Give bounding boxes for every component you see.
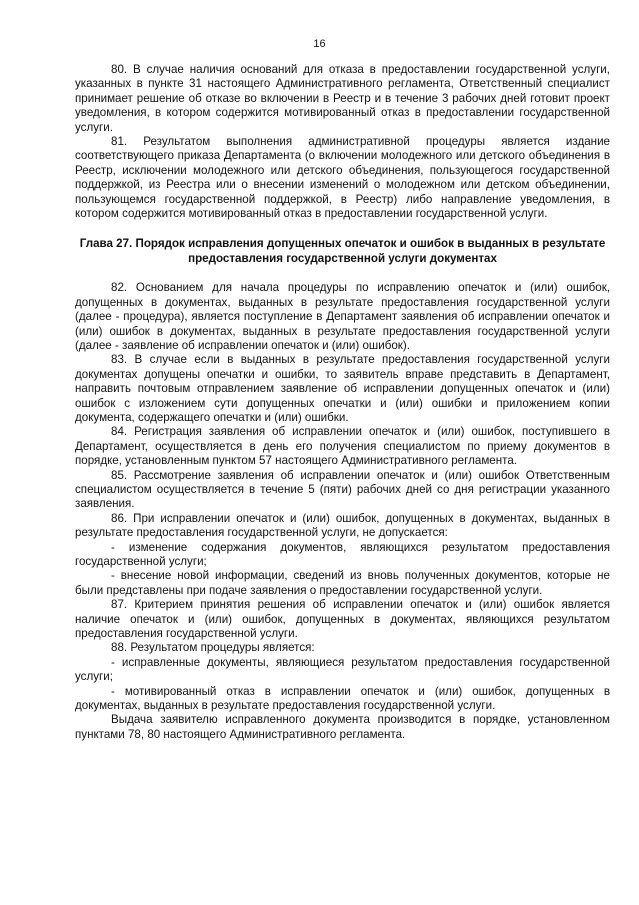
paragraph-84: 84. Регистрация заявления об исправлении опечаток и (или) ошибок, поступившего в Департамент, осуществляется в день его получения специалистом по приему документов в порядке, установленным пунктом 57 настоящего Административного регламента. (75, 425, 610, 468)
document-body (75, 63, 610, 742)
paragraph-83: 83. В случае если в выданных в результате предоставления государственной услуги документах допущены опечатки и ошибки, то заявитель вправе представить в Департамент, направить почтовым отправлением заявление об исправлении допущенных опечаток и (или) ошибок с изложением сути допущенных опечатки и (или) ошибки и приложением копии документа, содержащего опечатки и (или) ошибки. (75, 353, 610, 424)
list-item-86-1: - изменение содержания документов, являющихся результатом предоставления государственной услуги; (75, 540, 610, 568)
paragraph-85: 85. Рассмотрение заявления об исправлении опечаток и (или) ошибок Ответственным специалистом осуществляется в течение 5 (пяти) рабочих дней со дня регистрации указанного заявления. (75, 468, 610, 511)
paragraph-86: 86. При исправлении опечаток и (или) ошибок, допущенных в документах, выданных в результате предоставления государственной услуги, не допускается: (75, 511, 610, 540)
list-item-88-2: - мотивированный отказ в исправлении опечаток и (или) ошибок, допущенных в документах, выданных в результате предоставления государственной услуги. (75, 684, 610, 713)
paragraph-87: 87. Критерием принятия решения об исправлении опечаток и (или) ошибок является наличие опечаток и (или) ошибок, допущенных в документах, являющихся результатом предоставления государственной услуги. (75, 598, 610, 641)
paragraph-issuance: Выдача заявителю исправленного документа производится в порядке, установленном пунктами 78, 80 настоящего Административного регламента. (75, 713, 610, 741)
paragraph-80: 80. В случае наличия оснований для отказа в предоставлении государственной услуги, указанных в пункте 31 настоящего Административного регламента, Ответственный специалист принимает решение об отказе во включении в Реестр и в течение 3 рабочих дней готовит проект уведомления, в котором содержится мотивированный отказ в предоставлении государственной услуги. (75, 63, 610, 134)
list-item-86-2: - внесение новой информации, сведений из вновь полученных документов, которые не были представлены при подаче заявления о предоставлении государственной услуги. (75, 569, 610, 597)
paragraph-88: 88. Результатом процедуры является: (111, 641, 315, 655)
list-item-88-1: - исправленные документы, являющиеся результатом предоставления государственной услуги; (75, 655, 610, 684)
paragraph-81: 81. Результатом выполнения административной процедуры является издание соответствующего приказа Департамента (о включении молодежного или детского объединения в Реестр, исключении молодежного или детского объединения, пользующегося государственной поддержкой, из Реестра или о внесении изменений о молодежном или детском объединении, пользующемся государственной поддержкой, в Реестр) либо направление уведомления, в котором содержится мотивированный отказ в предоставлении государственной услуги. (75, 135, 610, 221)
chapter-heading: Глава 27. Порядок исправления допущенных опечаток и ошибок в выданных в результате предоставления государственной услуги документах (79, 237, 606, 265)
paragraph-82: 82. Основанием для начала процедуры по исправлению опечаток и (или) ошибок, допущенных в документах, выданных в результате предоставления государственной услуги (далее - процедура), является поступление в Департамент заявления об исправлении опечаток и (или) ошибок в документах, выданных в результате предоставления государственной услуги (далее - заявление об исправлении опечаток и (или) ошибок). (75, 281, 610, 352)
page-number: 16 (313, 38, 326, 50)
